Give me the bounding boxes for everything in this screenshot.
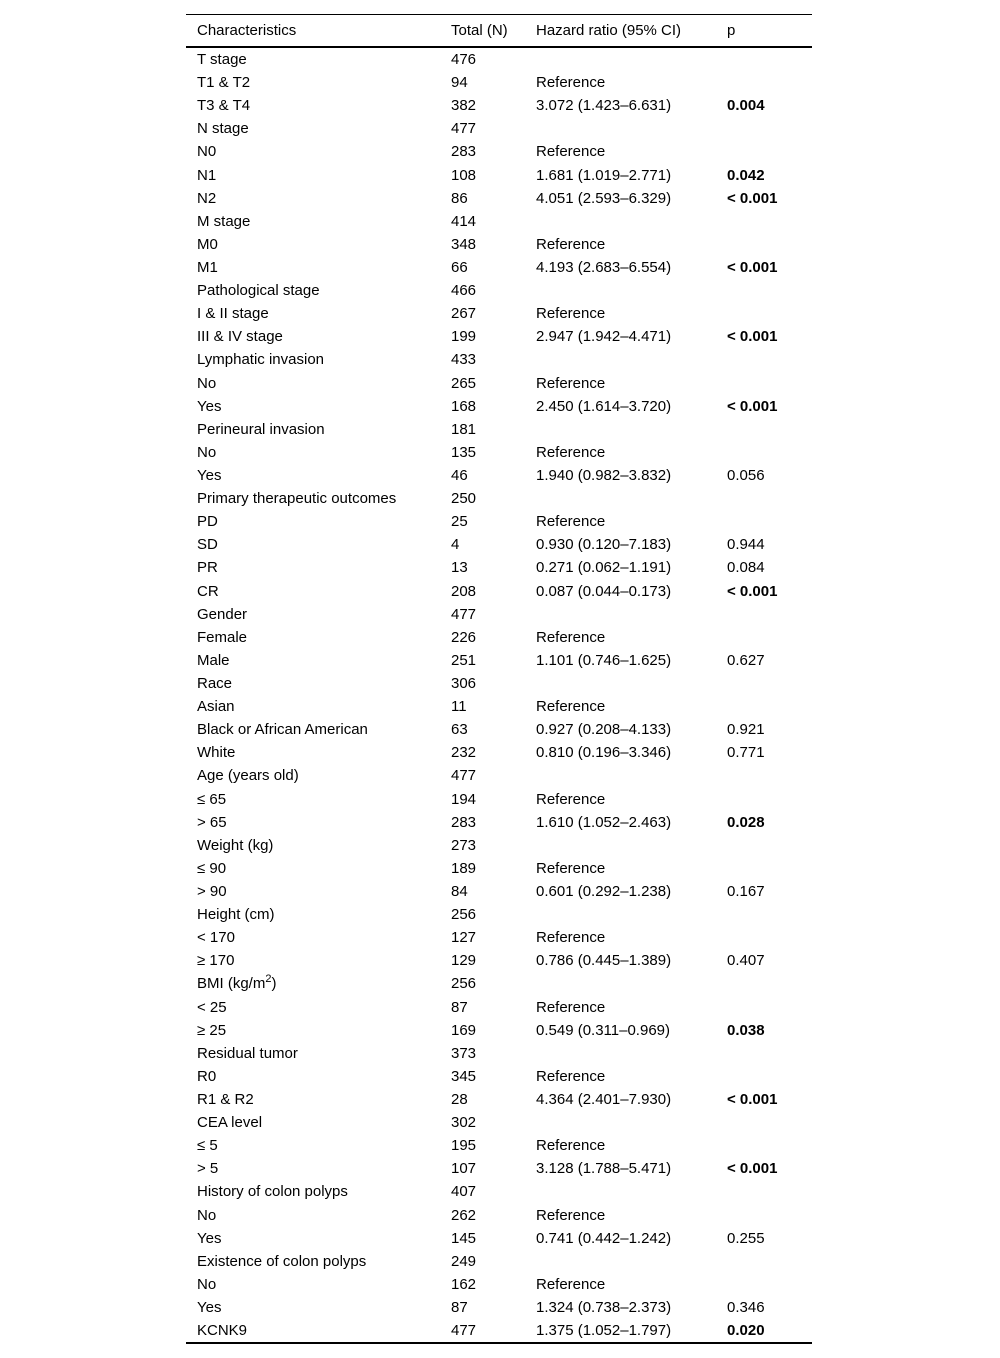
- p-value-cell: [727, 972, 812, 995]
- table-row: [186, 418, 812, 441]
- p-value-cell: [727, 210, 812, 233]
- total-cell: 195: [451, 1137, 477, 1155]
- characteristic-cell: Primary therapeutic outcomes: [197, 490, 397, 508]
- total-cell: 84: [451, 882, 468, 900]
- hazard-ratio-cell: 1.101 (0.746–1.625): [536, 651, 672, 669]
- hazard-ratio-cell: Reference: [536, 1137, 606, 1155]
- p-value-cell: 0.084: [727, 559, 765, 577]
- hazard-ratio-cell: [536, 487, 727, 510]
- characteristic-cell: R1 & R2: [197, 1090, 254, 1108]
- total-cell: 232: [451, 744, 477, 762]
- total-cell: 267: [451, 305, 477, 323]
- hazard-ratio-cell: [536, 1111, 727, 1134]
- hazard-ratio-cell: 1.375 (1.052–1.797): [536, 1322, 672, 1340]
- hazard-ratio-cell: [536, 764, 727, 787]
- total-cell: 129: [451, 952, 477, 970]
- p-value-cell: < 0.001: [727, 1160, 778, 1178]
- characteristic-cell: SD: [197, 536, 218, 554]
- total-cell: 108: [451, 166, 477, 184]
- p-column-header: p: [727, 15, 812, 48]
- table-row: [186, 279, 812, 302]
- characteristic-cell: Black or African American: [197, 721, 368, 739]
- p-value-cell: [727, 140, 812, 163]
- hazard-ratio-cell: 2.450 (1.614–3.720): [536, 397, 672, 415]
- total-cell: 477: [451, 605, 477, 623]
- total-cell: 283: [451, 813, 477, 831]
- characteristic-cell: Weight (kg): [197, 836, 274, 854]
- total-cell: 189: [451, 859, 477, 877]
- total-cell: 107: [451, 1160, 477, 1178]
- hazard-ratio-cell: 4.051 (2.593–6.329): [536, 189, 672, 207]
- p-value-cell: [727, 279, 812, 302]
- table-row: [186, 510, 812, 533]
- hazard-ratio-cell: 0.930 (0.120–7.183): [536, 536, 672, 554]
- total-cell: 13: [451, 559, 468, 577]
- total-cell: 256: [451, 975, 477, 993]
- characteristic-cell: No: [197, 1206, 217, 1224]
- table-row: [186, 47, 812, 71]
- table-row: [186, 1065, 812, 1088]
- characteristic-cell: CR: [197, 582, 219, 600]
- p-value-cell: [727, 1134, 812, 1157]
- p-value-cell: 0.167: [727, 882, 765, 900]
- total-cell: 4: [451, 536, 460, 554]
- total-cell: 194: [451, 790, 477, 808]
- total-cell: 208: [451, 582, 477, 600]
- total-cell: 25: [451, 513, 468, 531]
- total-cell: 477: [451, 120, 477, 138]
- hazard-ratio-cell: 0.271 (0.062–1.191): [536, 559, 672, 577]
- p-value-cell: 0.020: [727, 1322, 765, 1340]
- p-value-cell: 0.627: [727, 651, 765, 669]
- hazard-ratio-cell: Reference: [536, 998, 606, 1016]
- total-cell: 169: [451, 1021, 477, 1039]
- p-value-cell: [727, 603, 812, 626]
- p-value-cell: [727, 903, 812, 926]
- table-row: [186, 556, 812, 579]
- p-value-cell: < 0.001: [727, 397, 778, 415]
- characteristics-column-header: Characteristics: [186, 15, 451, 48]
- table-row: [186, 533, 812, 556]
- table-row: [186, 210, 812, 233]
- table-row: [186, 741, 812, 764]
- total-cell: 256: [451, 906, 477, 924]
- total-cell: 87: [451, 998, 468, 1016]
- table-row: [186, 972, 812, 995]
- characteristic-cell: M1: [197, 259, 218, 277]
- table-row: [186, 233, 812, 256]
- table-row: [186, 441, 812, 464]
- total-cell: 283: [451, 143, 477, 161]
- table-row: [186, 140, 812, 163]
- cox-regression-table: [186, 14, 812, 1344]
- table-row: [186, 1111, 812, 1134]
- hazard-ratio-cell: Reference: [536, 790, 606, 808]
- total-cell: 87: [451, 1298, 468, 1316]
- hazard-ratio-cell: 3.072 (1.423–6.631): [536, 97, 672, 115]
- p-value-cell: [727, 1065, 812, 1088]
- table-row: [186, 811, 812, 834]
- total-cell: 476: [451, 51, 477, 69]
- p-value-cell: 0.056: [727, 467, 765, 485]
- p-value-cell: < 0.001: [727, 189, 778, 207]
- table-row: [186, 995, 812, 1018]
- total-cell: 477: [451, 767, 477, 785]
- table-row: [186, 395, 812, 418]
- p-value-cell: [727, 695, 812, 718]
- hazard-ratio-cell: 1.681 (1.019–2.771): [536, 166, 672, 184]
- hazard-ratio-cell: [536, 1250, 727, 1273]
- hazard-ratio-cell: [536, 672, 727, 695]
- p-value-cell: [727, 1203, 812, 1226]
- p-value-cell: [727, 857, 812, 880]
- table-row: [186, 903, 812, 926]
- hazard-ratio-cell: 0.601 (0.292–1.238): [536, 882, 672, 900]
- table-row: [186, 834, 812, 857]
- header-row: [186, 15, 812, 48]
- characteristic-cell: Yes: [197, 467, 222, 485]
- table-row: [186, 949, 812, 972]
- hazard-ratio-cell: Reference: [536, 235, 606, 253]
- characteristic-cell: Yes: [197, 397, 222, 415]
- characteristic-cell: Residual tumor: [197, 1044, 298, 1062]
- p-value-cell: [727, 71, 812, 94]
- characteristic-cell: ≤ 65: [197, 790, 227, 808]
- p-value-cell: [727, 510, 812, 533]
- hazard-ratio-cell: 0.741 (0.442–1.242): [536, 1229, 672, 1247]
- p-value-cell: [727, 418, 812, 441]
- table-row: [186, 788, 812, 811]
- p-value-cell: [727, 926, 812, 949]
- characteristic-cell: KCNK9: [197, 1322, 248, 1340]
- p-value-cell: < 0.001: [727, 259, 778, 277]
- p-value-cell: [727, 834, 812, 857]
- hazard-ratio-cell: 1.610 (1.052–2.463): [536, 813, 672, 831]
- total-cell: 265: [451, 374, 477, 392]
- characteristic-cell: I & II stage: [197, 305, 269, 323]
- total-cell: 135: [451, 443, 477, 461]
- characteristic-cell: No: [197, 1275, 217, 1293]
- table-row: [186, 880, 812, 903]
- table-row: [186, 1180, 812, 1203]
- characteristic-cell: PD: [197, 513, 218, 531]
- characteristic-cell: T3 & T4: [197, 97, 251, 115]
- characteristic-cell: Perineural invasion: [197, 420, 325, 438]
- total-cell: 382: [451, 97, 477, 115]
- p-value-cell: [727, 1273, 812, 1296]
- table-row: [186, 626, 812, 649]
- p-value-cell: [727, 1042, 812, 1065]
- characteristic-cell: M0: [197, 235, 218, 253]
- p-value-cell: 0.407: [727, 952, 765, 970]
- total-cell: 63: [451, 721, 468, 739]
- p-value-cell: 0.042: [727, 166, 765, 184]
- p-value-cell: [727, 441, 812, 464]
- hazard-ratio-cell: [536, 603, 727, 626]
- total-cell: 273: [451, 836, 477, 854]
- characteristic-cell: No: [197, 374, 217, 392]
- table-row: [186, 1227, 812, 1250]
- characteristic-cell: ≤ 90: [197, 859, 227, 877]
- table-row: [186, 1019, 812, 1042]
- characteristic-cell: No: [197, 443, 217, 461]
- p-value-cell: 0.944: [727, 536, 765, 554]
- characteristic-cell: ≤ 5: [197, 1137, 218, 1155]
- characteristic-cell: Height (cm): [197, 906, 275, 924]
- total-cell: 127: [451, 929, 477, 947]
- total-cell: 466: [451, 282, 477, 300]
- total-cell: 226: [451, 628, 477, 646]
- total-cell: 28: [451, 1090, 468, 1108]
- p-value-cell: [727, 487, 812, 510]
- table-row: [186, 1134, 812, 1157]
- characteristic-cell: III & IV stage: [197, 328, 283, 346]
- hazard-ratio-cell: 1.324 (0.738–2.373): [536, 1298, 672, 1316]
- p-value-cell: < 0.001: [727, 328, 778, 346]
- table-row: [186, 1088, 812, 1111]
- characteristic-cell: ≥ 170: [197, 952, 235, 970]
- hazard-ratio-cell: 0.087 (0.044–0.173): [536, 582, 672, 600]
- characteristic-cell: Yes: [197, 1298, 222, 1316]
- hazard-ratio-cell: Reference: [536, 513, 606, 531]
- characteristic-cell: > 5: [197, 1160, 219, 1178]
- total-cell: 373: [451, 1044, 477, 1062]
- characteristic-cell: PR: [197, 559, 218, 577]
- hazard-ratio-cell: Reference: [536, 929, 606, 947]
- characteristic-cell: Gender: [197, 605, 248, 623]
- table-row: [186, 1203, 812, 1226]
- table-body: [186, 47, 812, 1343]
- table-row: [186, 926, 812, 949]
- p-value-cell: [727, 117, 812, 140]
- p-value-cell: 0.038: [727, 1021, 765, 1039]
- hazard-ratio-cell: [536, 1042, 727, 1065]
- hazard-ratio-cell: Reference: [536, 1067, 606, 1085]
- table-row: [186, 164, 812, 187]
- characteristic-cell: N stage: [197, 120, 249, 138]
- table-row: [186, 649, 812, 672]
- characteristic-cell: Female: [197, 628, 248, 646]
- p-value-cell: 0.255: [727, 1229, 765, 1247]
- total-cell: 433: [451, 351, 477, 369]
- p-value-cell: [727, 995, 812, 1018]
- characteristic-cell: N2: [197, 189, 217, 207]
- hazard-ratio-cell: Reference: [536, 859, 606, 877]
- table-row: [186, 1250, 812, 1273]
- characteristic-cell: Pathological stage: [197, 282, 320, 300]
- table-row: [186, 603, 812, 626]
- characteristic-cell: > 65: [197, 813, 227, 831]
- characteristic-cell: Male: [197, 651, 230, 669]
- table-row: [186, 580, 812, 603]
- p-value-cell: [727, 1180, 812, 1203]
- total-column-header: Total (N): [451, 15, 536, 48]
- total-cell: 162: [451, 1275, 477, 1293]
- table-header: [186, 15, 812, 48]
- table-row: [186, 857, 812, 880]
- hazard-ratio-cell: [536, 834, 727, 857]
- hazard-ratio-cell: 1.940 (0.982–3.832): [536, 467, 672, 485]
- hazard-ratio-cell: Reference: [536, 443, 606, 461]
- characteristic-cell: History of colon polyps: [197, 1183, 348, 1201]
- hazard-ratio-cell: [536, 279, 727, 302]
- hazard-ratio-cell: [536, 972, 727, 995]
- hazard-ratio-cell: [536, 117, 727, 140]
- p-value-cell: [727, 1250, 812, 1273]
- table-row: [186, 695, 812, 718]
- table-row: [186, 764, 812, 787]
- table-row: [186, 256, 812, 279]
- hazard-ratio-cell: [536, 1180, 727, 1203]
- hazard-ratio-cell: Reference: [536, 698, 606, 716]
- hazard-ratio-cell: Reference: [536, 628, 606, 646]
- hazard-ratio-cell: Reference: [536, 1275, 606, 1293]
- characteristic-cell: N0: [197, 143, 217, 161]
- p-value-cell: 0.004: [727, 97, 765, 115]
- hazard-ratio-column-header: Hazard ratio (95% CI): [536, 15, 727, 48]
- characteristic-cell: M stage: [197, 212, 251, 230]
- hazard-ratio-cell: [536, 903, 727, 926]
- table-row: [186, 487, 812, 510]
- total-cell: 199: [451, 328, 477, 346]
- table-row: [186, 187, 812, 210]
- characteristic-cell: < 25: [197, 998, 227, 1016]
- p-value-cell: [727, 626, 812, 649]
- p-value-cell: [727, 372, 812, 395]
- total-cell: 86: [451, 189, 468, 207]
- table-row: [186, 718, 812, 741]
- total-cell: 168: [451, 397, 477, 415]
- total-cell: 414: [451, 212, 477, 230]
- total-cell: 145: [451, 1229, 477, 1247]
- table-row: [186, 302, 812, 325]
- hazard-ratio-cell: Reference: [536, 143, 606, 161]
- table-row: [186, 464, 812, 487]
- p-value-cell: [727, 788, 812, 811]
- total-cell: 94: [451, 74, 468, 92]
- total-cell: 348: [451, 235, 477, 253]
- table-row: [186, 372, 812, 395]
- characteristic-cell: Age (years old): [197, 767, 299, 785]
- characteristic-cell: Race: [197, 675, 233, 692]
- hazard-ratio-cell: [536, 47, 727, 71]
- p-value-cell: 0.346: [727, 1298, 765, 1316]
- table-row: [186, 117, 812, 140]
- p-value-cell: [727, 1111, 812, 1134]
- hazard-ratio-cell: 0.549 (0.311–0.969): [536, 1021, 670, 1039]
- hazard-ratio-cell: [536, 210, 727, 233]
- total-cell: 249: [451, 1252, 477, 1270]
- total-cell: 66: [451, 259, 468, 277]
- hazard-ratio-cell: 4.193 (2.683–6.554): [536, 259, 672, 277]
- p-value-cell: [727, 233, 812, 256]
- total-cell: 46: [451, 467, 468, 485]
- table-row: [186, 1042, 812, 1065]
- p-value-cell: [727, 672, 812, 695]
- characteristic-cell: White: [197, 744, 236, 762]
- total-cell: 11: [451, 698, 467, 716]
- characteristic-cell: CEA level: [197, 1114, 263, 1132]
- characteristic-cell: T1 & T2: [197, 74, 251, 92]
- characteristic-cell: BMI $(kg/m^2)$: [197, 973, 277, 993]
- table-row: [186, 1296, 812, 1319]
- characteristic-cell: < 170: [197, 929, 235, 947]
- hazard-ratio-cell: 0.786 (0.445–1.389): [536, 952, 672, 970]
- total-cell: 345: [451, 1067, 477, 1085]
- hazard-ratio-cell: 0.927 (0.208–4.133): [536, 721, 672, 739]
- table-row: [186, 1319, 812, 1343]
- total-cell: 251: [451, 651, 477, 669]
- hazard-ratio-cell: Reference: [536, 374, 606, 392]
- hazard-ratio-cell: 2.947 (1.942–4.471): [536, 328, 672, 346]
- p-value-cell: [727, 47, 812, 71]
- p-value-cell: [727, 764, 812, 787]
- characteristic-cell: N1: [197, 166, 217, 184]
- characteristic-cell: T stage: [197, 51, 247, 69]
- characteristic-cell: ≥ 25: [197, 1021, 227, 1039]
- total-cell: 306: [451, 675, 477, 692]
- p-value-cell: 0.028: [727, 813, 765, 831]
- table-row: [186, 94, 812, 117]
- hazard-ratio-cell: Reference: [536, 74, 606, 92]
- p-value-cell: [727, 302, 812, 325]
- hazard-ratio-cell: 3.128 (1.788–5.471): [536, 1160, 672, 1178]
- characteristic-cell: Existence of colon polyps: [197, 1252, 367, 1270]
- table-row: [186, 672, 812, 695]
- total-cell: 181: [451, 420, 477, 438]
- hazard-ratio-cell: Reference: [536, 305, 606, 323]
- p-value-cell: < 0.001: [727, 582, 778, 600]
- hazard-ratio-cell: 4.364 (2.401–7.930): [536, 1090, 672, 1108]
- p-value-cell: 0.921: [727, 721, 765, 739]
- total-cell: 262: [451, 1206, 477, 1224]
- characteristic-cell: > 90: [197, 882, 227, 900]
- characteristic-cell: Asian: [197, 698, 235, 716]
- table-row: [186, 71, 812, 94]
- hazard-ratio-cell: [536, 348, 727, 371]
- total-cell: 250: [451, 490, 477, 508]
- total-cell: 477: [451, 1322, 477, 1340]
- table-row: [186, 1273, 812, 1296]
- characteristic-cell: Lymphatic invasion: [197, 351, 325, 369]
- characteristic-cell: Yes: [197, 1229, 222, 1247]
- total-cell: 302: [451, 1114, 477, 1132]
- p-value-cell: 0.771: [727, 744, 765, 762]
- p-value-cell: < 0.001: [727, 1090, 778, 1108]
- table-row: [186, 348, 812, 371]
- p-value-cell: [727, 348, 812, 371]
- hazard-ratio-cell: 0.810 (0.196–3.346): [536, 744, 672, 762]
- table-row: [186, 325, 812, 348]
- total-cell: 407: [451, 1183, 477, 1201]
- characteristic-cell: R0: [197, 1067, 217, 1085]
- table-row: [186, 1157, 812, 1180]
- hazard-ratio-cell: Reference: [536, 1206, 606, 1224]
- hazard-ratio-cell: [536, 418, 727, 441]
